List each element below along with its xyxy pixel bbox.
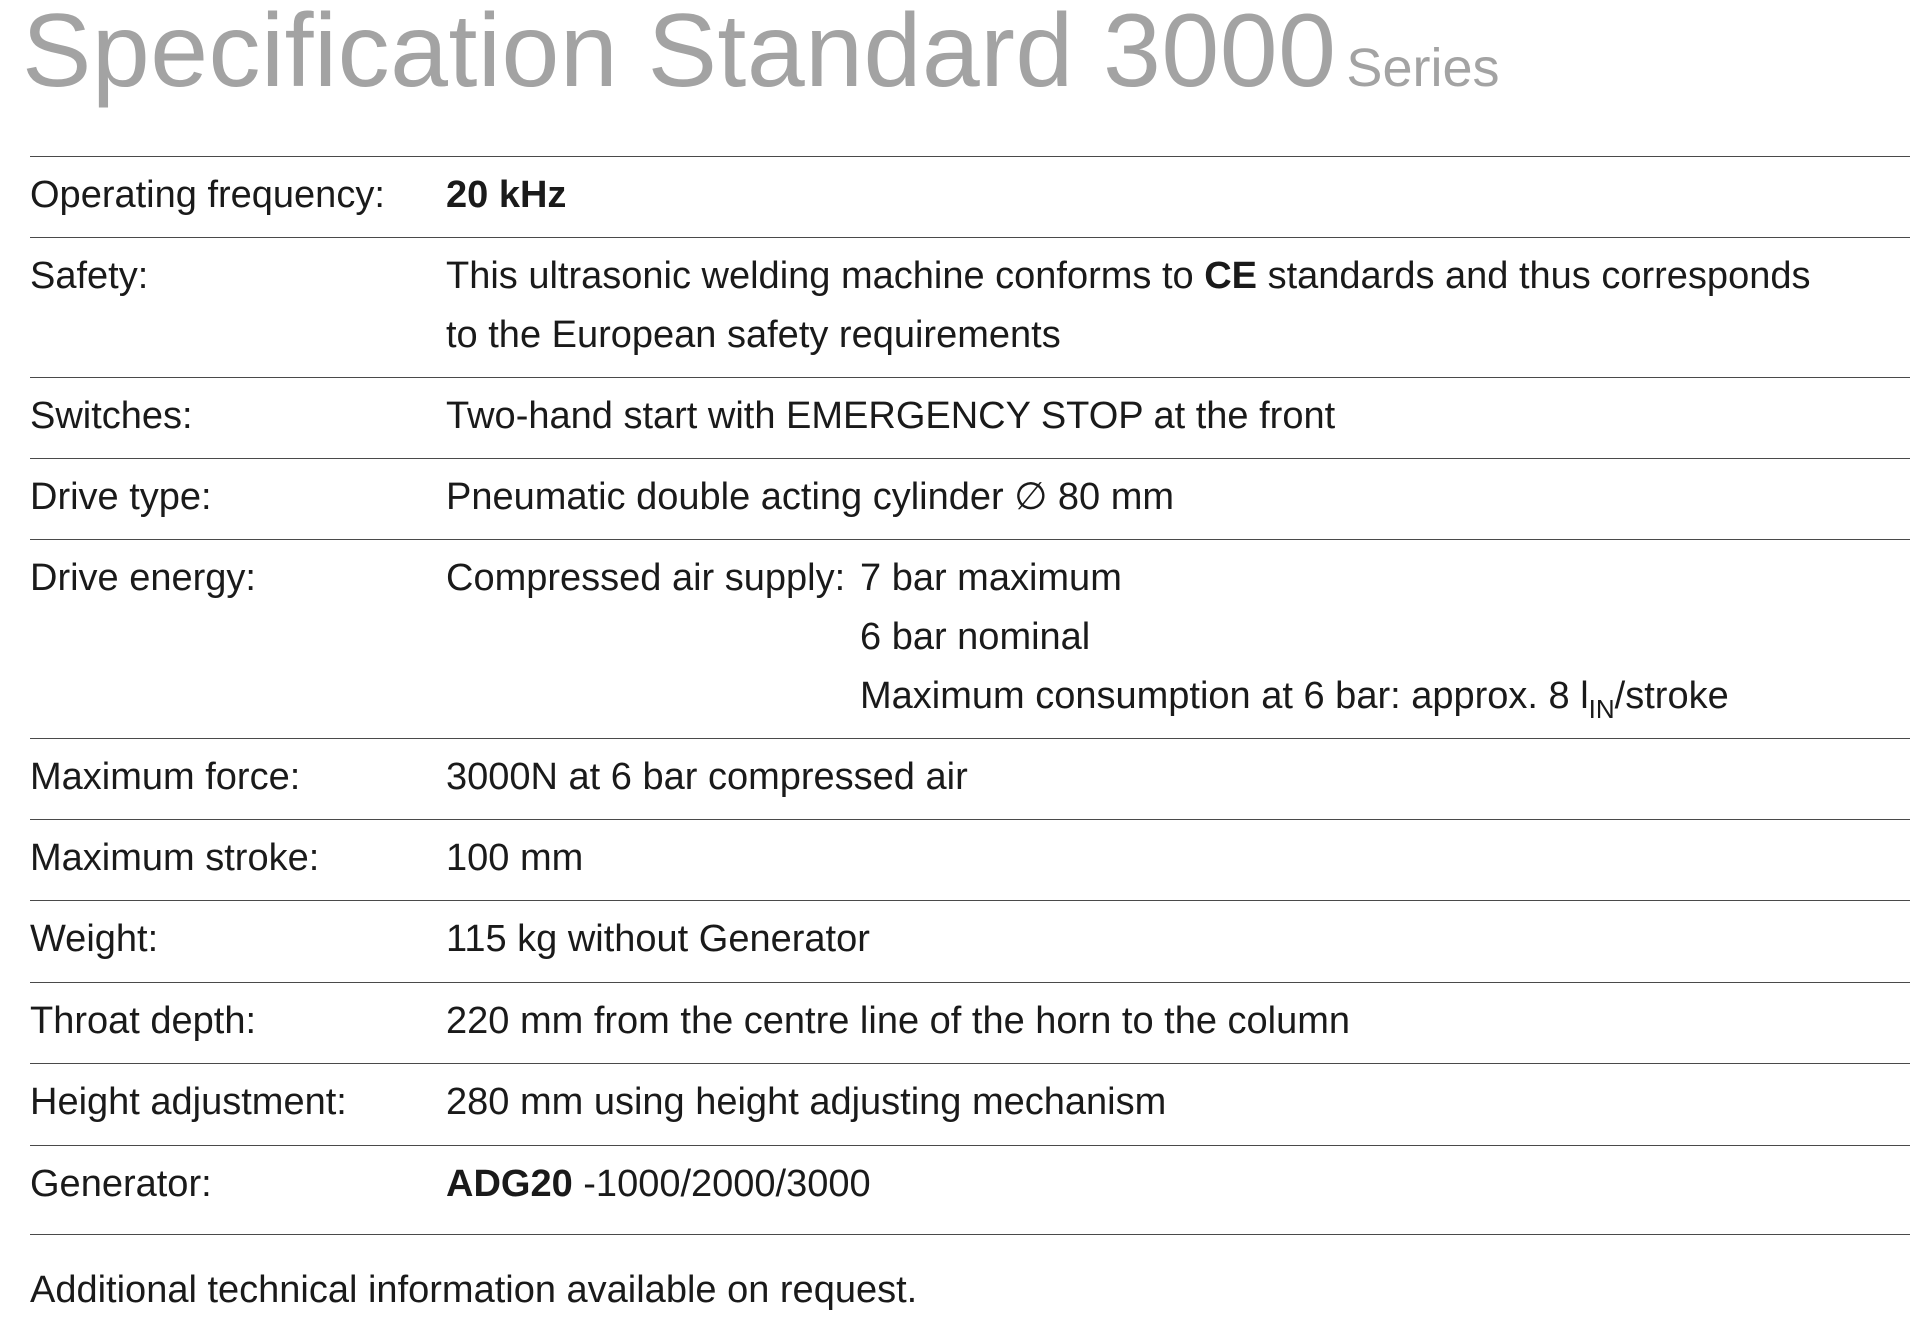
generator-model: ADG20 [446, 1163, 573, 1205]
spec-value: 115 kg without Generator [446, 918, 870, 960]
page-title [22, 0, 1499, 111]
spec-label: Switches: [30, 395, 193, 437]
spec-value [446, 1155, 871, 1214]
generator-variants: -1000/2000/3000 [572, 1163, 871, 1205]
spec-row-safety [30, 237, 1910, 377]
spec-row-weight [30, 900, 1910, 982]
supply-nominal: 6 bar nominal [860, 616, 1091, 658]
spec-value: 20 kHz [446, 174, 567, 216]
spec-value: 220 mm from the centre line of the horn to the column [446, 1000, 1351, 1042]
spec-value: Pneumatic double acting cylinder ∅ 80 mm [446, 476, 1175, 518]
spec-row-maximum-force [30, 738, 1910, 819]
spec-row-drive-type [30, 458, 1910, 539]
spec-row-maximum-stroke [30, 819, 1910, 900]
spec-value: 280 mm using height adjusting mechanism [446, 1081, 1167, 1123]
spec-label: Maximum force: [30, 756, 301, 798]
consumption-unit: /stroke [1614, 675, 1729, 717]
spec-label: Weight: [30, 918, 159, 960]
spec-row-operating-frequency [30, 156, 1910, 237]
spec-row-drive-energy [30, 539, 1910, 738]
safety-text-end: standards and thus corresponds [1257, 255, 1811, 297]
consumption-subscript: IN [1588, 694, 1615, 724]
safety-text-line2: to the European safety requirements [446, 314, 1061, 356]
title-series: Series [1346, 38, 1500, 98]
spec-label: Height adjustment: [30, 1081, 347, 1123]
spec-label: Drive energy: [30, 557, 256, 599]
bottom-divider [30, 1234, 1910, 1235]
supply-line-1 [446, 549, 1729, 608]
supply-label: Compressed air supply: [446, 557, 846, 599]
spec-row-switches [30, 377, 1910, 458]
spec-label: Maximum stroke: [30, 837, 320, 879]
title-main: Specification Standard 3000 [22, 0, 1337, 109]
spec-value: 3000N at 6 bar compressed air [446, 756, 968, 798]
spec-label: Throat depth: [30, 1000, 257, 1042]
spec-label: Safety: [30, 255, 149, 297]
ce-mark-text: CE [1204, 255, 1258, 297]
supply-consumption [860, 667, 1729, 739]
spec-value [446, 549, 1729, 739]
spec-label: Drive type: [30, 476, 212, 518]
consumption-text: Maximum consumption at 6 bar: approx. 8 l [860, 675, 1589, 717]
spec-value [446, 247, 1810, 365]
spec-row-throat-depth [30, 982, 1910, 1063]
supply-max: 7 bar maximum [860, 557, 1122, 599]
spec-value: 100 mm [446, 837, 584, 879]
spec-row-height-adjustment [30, 1063, 1910, 1145]
specification-table [30, 156, 1910, 1227]
spec-label: Operating frequency: [30, 174, 385, 216]
spec-value: Two-hand start with EMERGENCY STOP at the front [446, 395, 1336, 437]
spec-label: Generator: [30, 1163, 212, 1205]
footnote: Additional technical information available on request. [30, 1269, 918, 1311]
spec-row-generator [30, 1145, 1910, 1227]
safety-text-start: This ultrasonic welding machine conforms to [446, 255, 1205, 297]
